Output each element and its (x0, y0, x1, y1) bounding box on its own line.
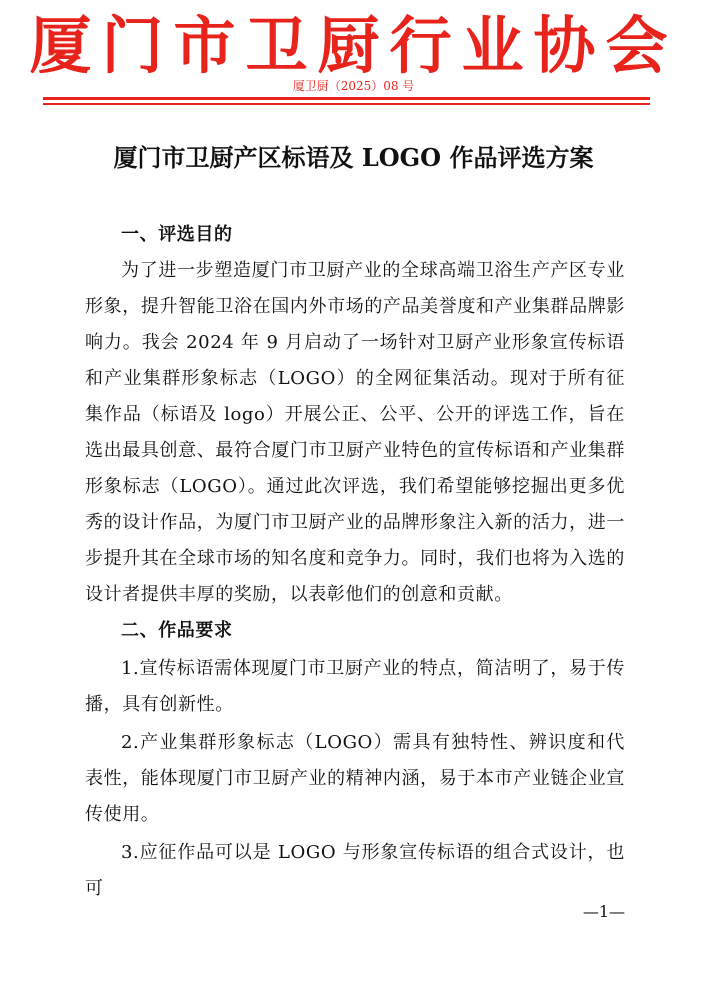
requirement-item-2: 2.产业集群形象标志（LOGO）需具有独特性、辨识度和代表性，能体现厦门市卫厨产业的精神内涵，易于本市产业链企业宣传使用。 (85, 732, 625, 825)
document-title: 厦门市卫厨产区标语及 LOGO 作品评选方案 (113, 143, 594, 172)
association-name: 厦门市卫厨行业协会 (29, 9, 678, 82)
requirement-item-3: 3.应征作品可以是 LOGO 与形象宣传标语的组合式设计，也可 (85, 842, 625, 899)
page-number: —1— (582, 902, 625, 921)
document-body (85, 217, 625, 907)
header-divider-thick (43, 97, 650, 100)
requirement-item-1: 1.宣传标语需体现厦门市卫厨产业的特点，简洁明了，易于传播，具有创新性。 (85, 658, 625, 715)
purpose-paragraph: 为了进一步塑造厦门市卫厨产业的全球高端卫浴生产产区专业形象，提升智能卫浴在国内外市场的产品美誉度和产业集群品牌影响力。我会 2024 年 9 月启动了一场针对卫厨产业形象宣传标语和产业集群形象标志（LOGO）的全网征集活动。现对于所有征集作品（标语及 logo）开展公正、公平、公开的评选工作，旨在选出最具创意、最符合厦门市卫厨产业特色的宣传标语和产业集群形象标志（LOGO）。通过此次评选，我们希望能够挖掘出更多优秀的设计作品，为厦门市卫厨产业的品牌形象注入新的活力，进一步提升其在全球市场的知名度和竞争力。同时，我们也将为入选的设计者提供丰厚的奖励，以表彰他们的创意和贡献。 (85, 260, 625, 605)
document-number: 厦卫厨（2025）08 号 (292, 79, 415, 93)
section-heading-purpose: 一、评选目的 (121, 224, 233, 245)
section-heading-requirements: 二、作品要求 (121, 620, 233, 641)
header-divider-thin (43, 103, 650, 105)
